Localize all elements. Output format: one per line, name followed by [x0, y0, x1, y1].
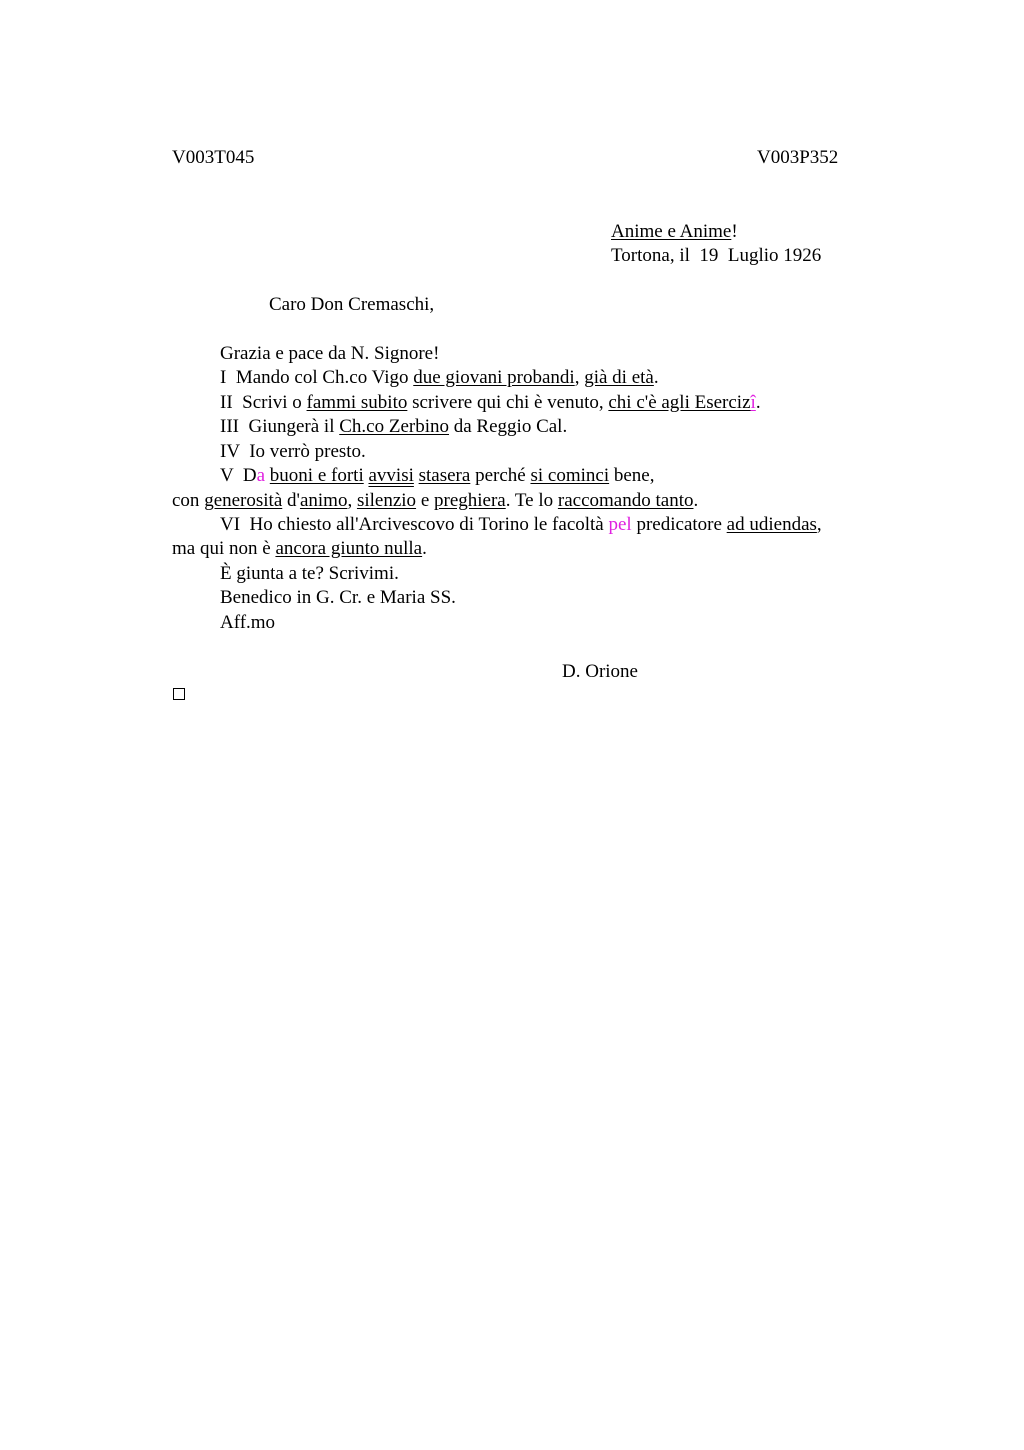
- item-6-highlight: pel: [608, 514, 632, 535]
- item-4-text: IV Io verrò presto.: [220, 441, 366, 462]
- item-5-text: bene,: [609, 465, 655, 486]
- motto-text: Anime e Anime: [611, 221, 732, 242]
- item-2-underlined: fammi subito: [306, 392, 408, 413]
- item-1-underlined: già di età: [584, 367, 654, 388]
- item-5b-underlined: animo: [299, 490, 348, 511]
- item-5-underlined: si cominci: [530, 465, 610, 486]
- item-6-text: predicatore: [631, 514, 727, 535]
- item-5b-text: con: [172, 490, 205, 511]
- item-1-text: ,: [574, 367, 585, 388]
- item-5b-underlined: generosità: [204, 490, 283, 511]
- item-5b-text: . Te lo: [505, 490, 558, 511]
- item-6-text: ,: [816, 514, 822, 535]
- item-6-text: VI Ho chiesto all'Arcivescovo di Torino le facoltà: [220, 514, 609, 535]
- item-2-highlight: î: [750, 392, 756, 413]
- item-4: [220, 440, 366, 464]
- salutation: Caro Don Cremaschi,: [269, 294, 435, 315]
- item-6b-text: ma qui non è: [172, 538, 276, 559]
- item-1-text: .: [653, 367, 659, 388]
- item-6: [220, 513, 822, 537]
- item-2-text: .: [755, 392, 761, 413]
- item-5-text: perché: [470, 465, 531, 486]
- item-2-underlined: chi c'è agli Eserciz: [608, 392, 751, 413]
- item-1-underlined: due giovani probandi: [413, 367, 575, 388]
- item-1: [220, 366, 659, 390]
- motto-exclamation: !: [731, 221, 738, 242]
- archive-code-left: V003T045: [172, 147, 255, 168]
- item-5-continued: [172, 489, 698, 513]
- item-5b-text: e: [416, 490, 434, 511]
- item-5b-underlined: raccomando tanto: [557, 490, 694, 511]
- item-3-text: da Reggio Cal.: [449, 416, 568, 437]
- item-5-underlined: buoni e forti: [269, 465, 364, 486]
- item-3-text: III Giungerà il: [220, 416, 340, 437]
- item-6-underlined: ad udiendas: [726, 514, 817, 535]
- item-5b-text: ,: [347, 490, 357, 511]
- item-2-text: scrivere qui chi è venuto,: [407, 392, 609, 413]
- item-5-double-underlined: avvisi: [368, 465, 414, 486]
- motto: [611, 220, 738, 244]
- item-5b-text: d': [282, 490, 300, 511]
- item-5-text: V D: [220, 465, 257, 486]
- closing-question: È giunta a te? Scrivimi.: [220, 563, 399, 584]
- item-5b-underlined: preghiera: [434, 490, 506, 511]
- item-2: [220, 391, 761, 415]
- place-date: Tortona, il 19 Luglio 1926: [611, 245, 822, 266]
- item-3: [220, 415, 567, 439]
- item-6-continued: [172, 537, 427, 561]
- item-6b-underlined: ancora giunto nulla: [275, 538, 423, 559]
- item-3-underlined: Ch.co Zerbino: [339, 416, 449, 437]
- archive-code-right: V003P352: [757, 147, 839, 168]
- item-5-underlined: stasera: [418, 465, 471, 486]
- closing-aff: Aff.mo: [220, 612, 276, 633]
- item-5b-text: .: [693, 490, 699, 511]
- greeting: Grazia e pace da N. Signore!: [220, 343, 440, 364]
- item-1-text: I Mando col Ch.co Vigo: [220, 367, 414, 388]
- signature: D. Orione: [562, 661, 638, 682]
- item-5: [220, 464, 654, 488]
- item-5b-underlined: silenzio: [356, 490, 417, 511]
- item-6b-text: .: [422, 538, 427, 559]
- item-2-text: II Scrivi o: [220, 392, 307, 413]
- item-5-highlight: a: [256, 465, 266, 486]
- closing-blessing: Benedico in G. Cr. e Maria SS.: [220, 587, 456, 608]
- empty-square-icon: [173, 688, 185, 700]
